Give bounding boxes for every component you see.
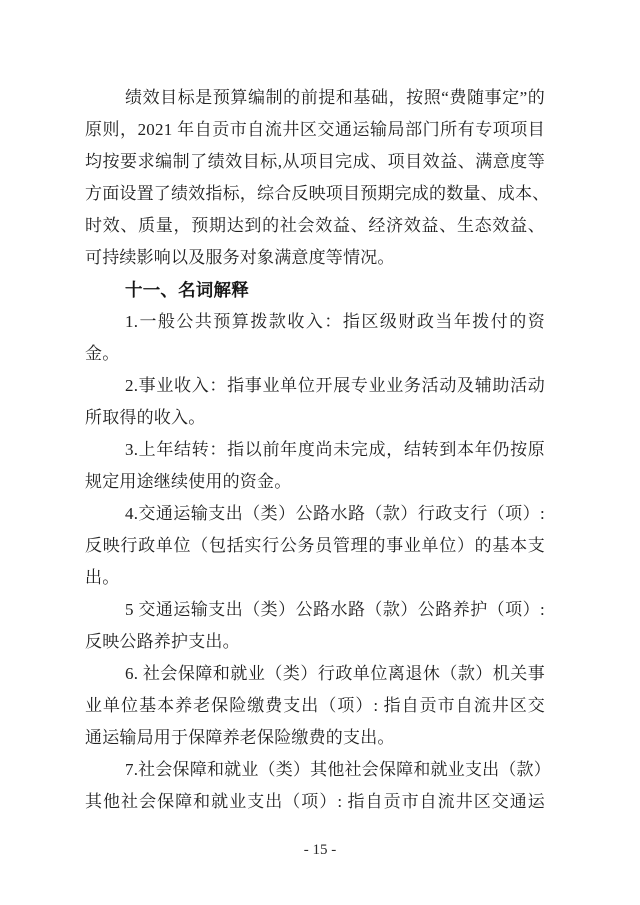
text-line: 4.交通运输支出（类）公路水路（款）行政支行（项）: [125,504,545,523]
text-line: 时效、质量，预期达到的社会效益、经济效益、生态效益、 [85,216,545,235]
section-heading: 十一、名词解释 [125,280,249,300]
text-line: 通运输局用于保障养老保险缴费的支出。 [85,728,395,747]
definition-item [85,370,545,434]
text-line: 金。 [85,344,120,363]
text-line: 绩效目标是预算编制的前提和基础，按照“费随事定”的 [125,88,545,107]
text-line: 7.社会保障和就业（类）其他社会保障和就业支出（款） [125,760,551,779]
text-line: 1.一般公共预算拨款收入：指区级财政当年拨付的资 [125,312,545,331]
text-line: 6. 社会保障和就业（类）行政单位离退休（款）机关事 [125,664,545,683]
definition-item [85,658,545,754]
definition-item [85,594,545,658]
text-line: 反映公路养护支出。 [85,632,240,651]
document-body [85,82,551,818]
text-line: 出。 [85,568,120,587]
text-line: 可持续影响以及服务对象满意度等情况。 [85,248,395,267]
page-number: - 15 - [303,842,337,858]
text-line: 业单位基本养老保险缴费支出（项）: 指自贡市自流井区交 [85,696,545,715]
text-line: 其他社会保障和就业支出（项）: 指自贡市自流井区交通运 [85,792,545,811]
paragraph [85,82,550,274]
text-line: 原则，2021 年自贡市自流井区交通运输局部门所有专项项目 [85,120,545,139]
text-line: 规定用途继续使用的资金。 [85,472,292,491]
section [85,274,545,306]
text-line: 所取得的收入。 [85,408,206,427]
definition-item [85,306,545,370]
text-line: 3.上年结转：指以前年度尚未完成，结转到本年仍按原 [125,440,545,459]
text-line: 方面设置了绩效指标，综合反映项目预期完成的数量、成本、 [85,184,550,203]
text-line: 均按要求编制了绩效目标,从项目完成、项目效益、满意度等 [85,152,545,171]
text-line: 2.事业收入：指事业单位开展专业业务活动及辅助活动 [125,376,545,395]
definition-item [85,498,545,594]
definition-item [85,434,545,498]
definition-item [85,754,551,818]
text-line: 5 交通运输支出（类）公路水路（款）公路养护（项）: [125,600,545,619]
text-line: 反映行政单位（包括实行公务员管理的事业单位）的基本支 [85,536,545,555]
